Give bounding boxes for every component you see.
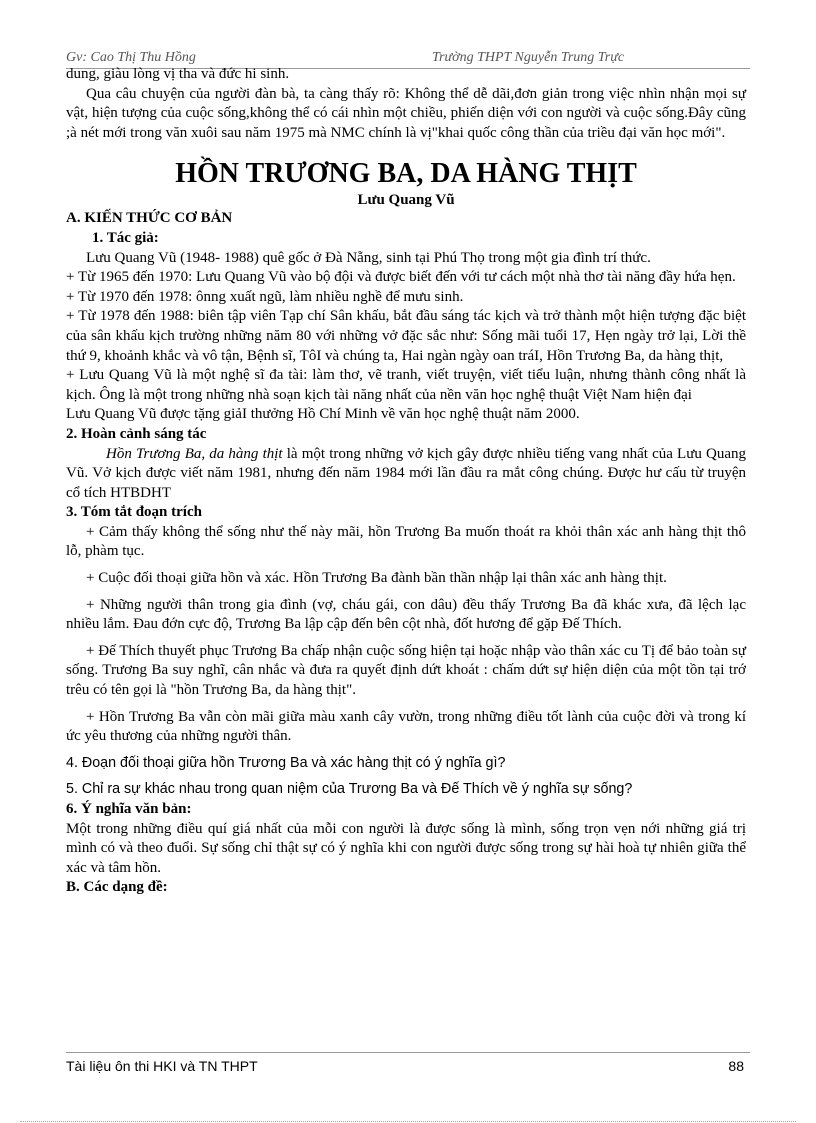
question-5: 5. Chỉ ra sự khác nhau trong quan niệm của Trương Ba và Đế Thích về ý nghĩa sự sống? — [66, 781, 633, 798]
document-author: Lưu Quang Vũ — [357, 192, 455, 209]
intro-paragraph-2: Qua câu chuyện của người đàn bà, ta càng thấy rõ: Không thể dễ dãi,đơn giản trong việc nhìn nhận mọi sự vật, hiện tượng của cuộc sống,không thể có cái nhìn một chiều, phiến diện với con người và cuộc sống.Đây cũng ;à nét mới trong văn xuôi sau năm 1975 mà NMC chính là vị"khai quốc công thần của triều đại văn học mới". — [66, 85, 746, 141]
section-6-text: Một trong những điều quí giá nhất của mỗi con người là được sống là mình, sống trọn vẹn nới những giá trị mình có và theo đuổi. Sự sống chỉ thật sự có ý nghĩa khi con người được sống trong sự hài hoà tự nhiên giữa thể xác và tâm hồn. — [66, 820, 746, 876]
author-bio-line: + Từ 1978 đến 1988: biên tập viên Tạp chí Sân khấu, bắt đầu sáng tác kịch và trở thành một hiện tượng đặc biệt của sân khấu kịch trường những năm 80 với những vở đặc sắc như: Sống mãi tuổi 17, Hẹn ngày trở lại, Lời thề thứ 9, khoảnh khắc và vô tận, Bệnh sĩ, TôI và chúng ta, Hai ngàn ngày oan tráI, Hồn Trương Ba, da hàng thịt, — [66, 308, 746, 364]
section-1-heading: 1. Tác giả: — [92, 229, 159, 246]
section-3-heading: 3. Tóm tắt đoạn trích — [66, 504, 202, 521]
summary-point: + Đế Thích thuyết phục Trương Ba chấp nhận cuộc sống hiện tại hoặc nhập vào thân xác cu Tị để bảo toàn sự sống. Trương Ba suy nghĩ, cân nhắc và đưa ra quyết định dứt khoát : chấm dứt sự hiện diện của một tồn tại trớ trêu có tên gọi là "hồn Trương Ba, da hàng thịt". — [66, 642, 746, 699]
play-title-italic: Hồn Trương Ba, da hàng thịt — [106, 445, 283, 462]
section-2-paragraph — [66, 445, 746, 504]
summary-point: + Những người thân trong gia đình (vợ, cháu gái, con dâu) đều thấy Trương Ba đã khác xưa, đã lệch lạc nhiều lắm. Đau đớn cực độ, Trương Ba lập cập đến bên cột nhà, đốt hương để gặp Đế Thích. — [66, 596, 746, 633]
question-4: 4. Đoạn đối thoại giữa hồn Trương Ba và xác hàng thịt có ý nghĩa gì? — [66, 754, 506, 771]
footer-rule — [66, 1052, 750, 1053]
section-a-heading: A. KIẾN THỨC CƠ BẢN — [66, 210, 233, 227]
author-bio-line: + Từ 1970 đến 1978: ônng xuất ngũ, làm nhiều nghề để mưu sinh. — [66, 288, 464, 305]
section-2-text: là một trong những vở kịch gây được nhiều tiếng vang nhất của Lưu Quang Vũ. Vở kịch được viết năm 1981, nhưng đến năm 1984 mới lần đầu ra mắt công chúng. Được hư cấu từ truyện cổ tích HTBDHT — [66, 445, 746, 501]
page-footer — [66, 1058, 750, 1078]
summary-point: + Cảm thấy không thể sống như thế này mãi, hồn Trương Ba muốn thoát ra khỏi thân xác anh hàng thịt thô lỗ, phàm tục. — [66, 523, 746, 560]
intro-paragraph-1: dung, giàu lòng vị tha và đức hi sinh. — [66, 66, 290, 82]
section-b-heading: B. Các dạng đề: — [66, 879, 168, 896]
header-school: Trường THPT Nguyễn Trung Trực — [432, 50, 625, 65]
author-bio-line: + Lưu Quang Vũ là một nghệ sĩ đa tài: làm thơ, vẽ tranh, viết truyện, viết tiểu luận, nhưng thành công nhất là kịch. Ông là một trong những nhà soạn kịch tài năng nhất của nền văn học nghệ thuật Việt Nam hiện đại — [66, 367, 746, 403]
page-number: 88 — [728, 1058, 744, 1074]
author-bio-line: Lưu Quang Vũ (1948- 1988) quê gốc ở Đà Nẵng, sinh tại Phú Thọ trong một gia đình trí thức. — [86, 249, 651, 266]
page-bottom-border — [20, 1121, 796, 1122]
summary-point: + Hồn Trương Ba vẫn còn mãi giữa màu xanh cây vườn, trong những điều tốt lành của cuộc đời và trong kí ức yêu thương của những người thân. — [66, 708, 746, 745]
document-body — [66, 65, 746, 898]
author-bio-line: Lưu Quang Vũ được tặng giảI thưởng Hồ Chí Minh về văn học nghệ thuật năm 2000. — [66, 406, 580, 423]
author-bio-line: + Từ 1965 đến 1970: Lưu Quang Vũ vào bộ đội và được biết đến với tư cách một nhà thơ tài năng đầy hứa hẹn. — [66, 269, 736, 286]
footer-label: Tài liệu ôn thi HKI và TN THPT — [66, 1058, 258, 1074]
summary-point: + Cuộc đối thoại giữa hồn và xác. Hồn Trương Ba đành bần thần nhập lại thân xác anh hàng thịt. — [86, 570, 667, 587]
section-6-heading: 6. Ý nghĩa văn bản: — [66, 801, 192, 817]
header-teacher: Gv: Cao Thị Thu Hồng — [66, 50, 196, 65]
document-title: HỒN TRƯƠNG BA, DA HÀNG THỊT — [175, 158, 637, 190]
section-2-heading: 2. Hoàn cảnh sáng tác — [66, 425, 207, 442]
